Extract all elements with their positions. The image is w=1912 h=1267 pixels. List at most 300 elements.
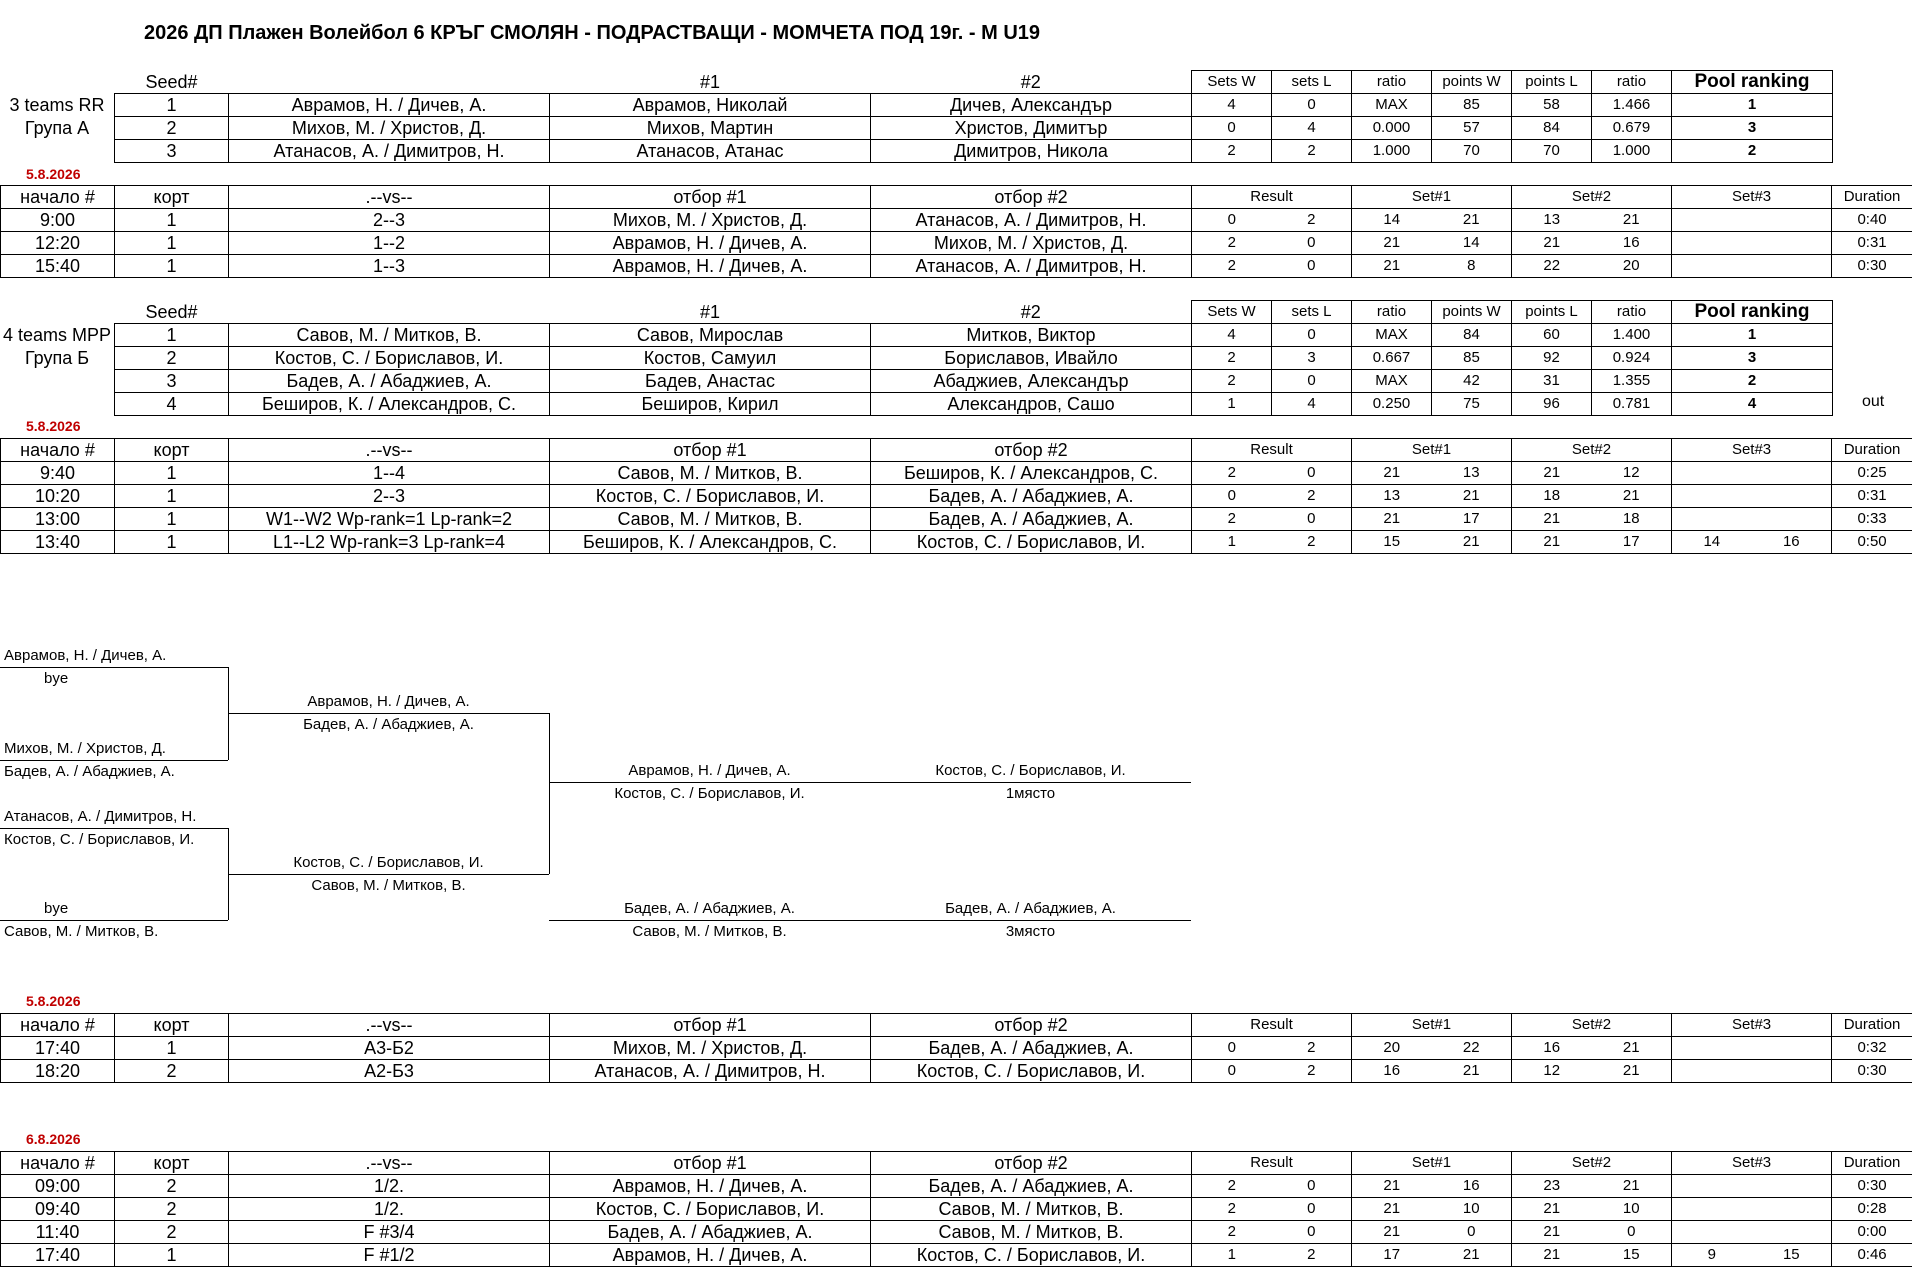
points-won-cell: 85 — [1432, 347, 1512, 370]
pool-team-row — [115, 140, 1833, 163]
pool-team-row — [115, 347, 1833, 370]
rank-cell: 4 — [1672, 393, 1833, 416]
result-team2-cell: 2 — [1272, 209, 1352, 232]
team2-cell: Атанасов, А. / Димитров, Н. — [871, 209, 1192, 232]
sets-lost-cell: 0 — [1272, 324, 1352, 347]
set3-team2-cell — [1752, 1060, 1832, 1083]
set3-team2-cell — [1752, 508, 1832, 531]
team1-cell: Аврамов, Н. / Дичев, А. — [550, 232, 871, 255]
group-a-label — [0, 94, 114, 140]
pool-header-row — [115, 71, 1833, 94]
set2-team1-cell: 21 — [1512, 1198, 1592, 1221]
set3-team1-cell — [1672, 508, 1752, 531]
header-team1: отбор #1 — [550, 186, 871, 209]
player2-cell: Христов, Димитър — [871, 117, 1192, 140]
start-time-cell: 09:40 — [1, 1198, 115, 1221]
seed-cell: 2 — [115, 347, 229, 370]
team1-cell: Бадев, А. / Абаджиев, А. — [550, 1221, 871, 1244]
court-cell: 2 — [115, 1221, 229, 1244]
start-time-cell: 9:40 — [1, 462, 115, 485]
header-seed: Seed# — [115, 71, 229, 94]
rank-cell: 1 — [1672, 94, 1833, 117]
sets-lost-cell: 0 — [1272, 94, 1352, 117]
match-header-row — [1, 186, 1912, 209]
sets-won-cell: 4 — [1192, 94, 1272, 117]
team1-cell: Костов, С. / Бориславов, И. — [550, 485, 871, 508]
team2-cell: Беширов, К. / Александров, С. — [871, 462, 1192, 485]
set2-team1-cell: 21 — [1512, 508, 1592, 531]
header-player2: #2 — [871, 301, 1192, 324]
pairing-cell: 1--2 — [229, 232, 550, 255]
duration-cell: 0:33 — [1832, 508, 1912, 531]
set2-team2-cell: 17 — [1592, 531, 1672, 554]
duration-cell: 0:00 — [1832, 1221, 1912, 1244]
start-time-cell: 9:00 — [1, 209, 115, 232]
rank-cell: 2 — [1672, 140, 1833, 163]
rank-cell: 3 — [1672, 347, 1833, 370]
pairing-cell: 1/2. — [229, 1175, 550, 1198]
header-duration: Duration — [1832, 1014, 1912, 1037]
result-team1-cell: 2 — [1192, 232, 1272, 255]
match-row — [1, 462, 1912, 485]
result-team1-cell: 0 — [1192, 209, 1272, 232]
points-lost-cell: 92 — [1512, 347, 1592, 370]
set3-team1-cell — [1672, 255, 1752, 278]
duration-cell: 0:32 — [1832, 1037, 1912, 1060]
result-team2-cell: 0 — [1272, 462, 1352, 485]
match-row — [1, 232, 1912, 255]
result-team2-cell: 2 — [1272, 531, 1352, 554]
header-player2: #2 — [871, 71, 1192, 94]
finals-match-table — [0, 1151, 1912, 1267]
team1-cell: Михов, М. / Христов, Д. — [550, 209, 871, 232]
sets-lost-cell: 4 — [1272, 117, 1352, 140]
team1-cell: Савов, М. / Митков, В. — [550, 462, 871, 485]
header-sets-won: Sets W — [1192, 71, 1272, 94]
result-team1-cell: 2 — [1192, 1221, 1272, 1244]
header-set3: Set#3 — [1672, 186, 1832, 209]
team2-cell: Михов, М. / Христов, Д. — [871, 232, 1192, 255]
points-ratio-cell: 1.400 — [1592, 324, 1672, 347]
points-ratio-cell: 0.924 — [1592, 347, 1672, 370]
bracket-r1-m3-bottom: Костов, С. / Бориславов, И. — [4, 831, 194, 848]
group-b-format: 4 teams MPP — [0, 324, 114, 347]
points-lost-cell: 60 — [1512, 324, 1592, 347]
points-ratio-cell: 1.355 — [1592, 370, 1672, 393]
match-header-row — [1, 1014, 1912, 1037]
match-row — [1, 1037, 1912, 1060]
rank-cell: 2 — [1672, 370, 1833, 393]
header-duration: Duration — [1832, 186, 1912, 209]
player2-cell: Абаджиев, Александър — [871, 370, 1192, 393]
match-row — [1, 1244, 1912, 1267]
points-lost-cell: 96 — [1512, 393, 1592, 416]
header-duration: Duration — [1832, 439, 1912, 462]
set2-team1-cell: 16 — [1512, 1037, 1592, 1060]
court-cell: 1 — [115, 485, 229, 508]
sets-lost-cell: 3 — [1272, 347, 1352, 370]
group-a-pool-table — [114, 70, 1833, 163]
header-sets-won: Sets W — [1192, 301, 1272, 324]
header-vs: .--vs-- — [229, 1152, 550, 1175]
result-team2-cell: 0 — [1272, 1175, 1352, 1198]
points-ratio-cell: 1.466 — [1592, 94, 1672, 117]
set1-team2-cell: 8 — [1432, 255, 1512, 278]
start-time-cell: 15:40 — [1, 255, 115, 278]
header-set2: Set#2 — [1512, 439, 1672, 462]
match-row — [1, 508, 1912, 531]
bracket-third-bottom: Савов, М. / Митков, В. — [549, 923, 870, 940]
match-row — [1, 1060, 1912, 1083]
bracket-line — [549, 920, 1191, 921]
set1-team2-cell: 21 — [1432, 485, 1512, 508]
header-team1: отбор #1 — [550, 1014, 871, 1037]
result-team2-cell: 2 — [1272, 1060, 1352, 1083]
set1-team1-cell: 21 — [1352, 1221, 1432, 1244]
header-start: начало # — [1, 186, 115, 209]
pairing-cell: А2-Б3 — [229, 1060, 550, 1083]
team-cell: Беширов, К. / Александров, С. — [229, 393, 550, 416]
bracket-r1-m1-bottom: bye — [44, 670, 68, 687]
bracket-r1-m4-bottom: Савов, М. / Митков, В. — [4, 923, 158, 940]
result-team1-cell: 1 — [1192, 1244, 1272, 1267]
header-team2: отбор #2 — [871, 1014, 1192, 1037]
set2-team2-cell: 16 — [1592, 232, 1672, 255]
set3-team2-cell — [1752, 485, 1832, 508]
set1-team2-cell: 21 — [1432, 1244, 1512, 1267]
result-team1-cell: 1 — [1192, 531, 1272, 554]
points-ratio-cell: 0.781 — [1592, 393, 1672, 416]
set3-team1-cell: 14 — [1672, 531, 1752, 554]
sets-won-cell: 4 — [1192, 324, 1272, 347]
player1-cell: Атанасов, Атанас — [550, 140, 871, 163]
start-time-cell: 13:40 — [1, 531, 115, 554]
match-row — [1, 209, 1912, 232]
rank-cell: 1 — [1672, 324, 1833, 347]
set1-team2-cell: 16 — [1432, 1175, 1512, 1198]
group-b-label — [0, 324, 114, 370]
set1-team2-cell: 17 — [1432, 508, 1512, 531]
sets-won-cell: 2 — [1192, 140, 1272, 163]
group-b-name: Група Б — [0, 347, 114, 370]
result-team1-cell: 2 — [1192, 1175, 1272, 1198]
duration-cell: 0:40 — [1832, 209, 1912, 232]
header-duration: Duration — [1832, 1152, 1912, 1175]
group-a-format: 3 teams RR — [0, 94, 114, 117]
team1-cell: Атанасов, А. / Димитров, Н. — [550, 1060, 871, 1083]
set1-team2-cell: 10 — [1432, 1198, 1512, 1221]
team2-cell: Костов, С. / Бориславов, И. — [871, 1060, 1192, 1083]
points-won-cell: 70 — [1432, 140, 1512, 163]
set3-team2-cell — [1752, 1175, 1832, 1198]
ratio-cell: MAX — [1352, 370, 1432, 393]
bracket-line — [549, 782, 1191, 783]
team1-cell: Аврамов, Н. / Дичев, А. — [550, 255, 871, 278]
set2-team1-cell: 21 — [1512, 1221, 1592, 1244]
header-result: Result — [1192, 1152, 1352, 1175]
header-vs: .--vs-- — [229, 439, 550, 462]
points-lost-cell: 70 — [1512, 140, 1592, 163]
group-b-match-table — [0, 438, 1912, 554]
match-row — [1, 255, 1912, 278]
set1-team2-cell: 14 — [1432, 232, 1512, 255]
seed-cell: 3 — [115, 370, 229, 393]
team1-cell: Аврамов, Н. / Дичев, А. — [550, 1175, 871, 1198]
start-time-cell: 17:40 — [1, 1037, 115, 1060]
duration-cell: 0:30 — [1832, 1060, 1912, 1083]
player2-cell: Дичев, Александър — [871, 94, 1192, 117]
set3-team1-cell — [1672, 209, 1752, 232]
start-time-cell: 18:20 — [1, 1060, 115, 1083]
sets-won-cell: 2 — [1192, 347, 1272, 370]
set1-team2-cell: 21 — [1432, 209, 1512, 232]
header-result: Result — [1192, 1014, 1352, 1037]
bracket-r2-m2-bottom: Савов, М. / Митков, В. — [228, 877, 549, 894]
result-team2-cell: 2 — [1272, 485, 1352, 508]
match-row — [1, 1198, 1912, 1221]
set3-team1-cell: 9 — [1672, 1244, 1752, 1267]
set3-team2-cell: 15 — [1752, 1244, 1832, 1267]
header-points-won: points W — [1432, 301, 1512, 324]
seed-cell: 4 — [115, 393, 229, 416]
ratio-cell: MAX — [1352, 324, 1432, 347]
header-pool-ranking: Pool ranking — [1672, 71, 1833, 94]
header-pool-ranking: Pool ranking — [1672, 301, 1833, 324]
bracket-r1-m1-top: Аврамов, Н. / Дичев, А. — [4, 647, 166, 664]
points-won-cell: 42 — [1432, 370, 1512, 393]
result-team1-cell: 0 — [1192, 1037, 1272, 1060]
header-start: начало # — [1, 439, 115, 462]
bracket-first-place-label: 1място — [870, 785, 1191, 802]
player2-cell: Бориславов, Ивайло — [871, 347, 1192, 370]
header-court: корт — [115, 1152, 229, 1175]
sets-won-cell: 2 — [1192, 370, 1272, 393]
header-result: Result — [1192, 186, 1352, 209]
player2-cell: Димитров, Никола — [871, 140, 1192, 163]
bracket-line — [0, 760, 228, 761]
header-court: корт — [115, 439, 229, 462]
header-player1: #1 — [550, 71, 871, 94]
team-cell: Михов, М. / Христов, Д. — [229, 117, 550, 140]
result-team1-cell: 0 — [1192, 1060, 1272, 1083]
match-header-row — [1, 439, 1912, 462]
court-cell: 1 — [115, 1244, 229, 1267]
match-row — [1, 485, 1912, 508]
set2-team2-cell: 18 — [1592, 508, 1672, 531]
ratio-cell: 1.000 — [1352, 140, 1432, 163]
header-points-won: points W — [1432, 71, 1512, 94]
group-b-date: 5.8.2026 — [26, 418, 81, 434]
pool-team-row — [115, 370, 1833, 393]
header-result: Result — [1192, 439, 1352, 462]
set2-team2-cell: 21 — [1592, 1060, 1672, 1083]
group-a-match-table — [0, 185, 1912, 278]
result-team2-cell: 0 — [1272, 508, 1352, 531]
cross-date: 5.8.2026 — [26, 993, 81, 1009]
court-cell: 1 — [115, 508, 229, 531]
set3-team2-cell — [1752, 255, 1832, 278]
court-cell: 2 — [115, 1198, 229, 1221]
set2-team1-cell: 21 — [1512, 232, 1592, 255]
header-set1: Set#1 — [1352, 1014, 1512, 1037]
match-header-row — [1, 1152, 1912, 1175]
set2-team1-cell: 21 — [1512, 462, 1592, 485]
team2-cell: Атанасов, А. / Димитров, Н. — [871, 255, 1192, 278]
set2-team2-cell: 21 — [1592, 209, 1672, 232]
set2-team2-cell: 0 — [1592, 1221, 1672, 1244]
set3-team2-cell — [1752, 1198, 1832, 1221]
set3-team1-cell — [1672, 1198, 1752, 1221]
header-court: корт — [115, 186, 229, 209]
set1-team1-cell: 14 — [1352, 209, 1432, 232]
points-won-cell: 85 — [1432, 94, 1512, 117]
pairing-cell: 1/2. — [229, 1198, 550, 1221]
start-time-cell: 13:00 — [1, 508, 115, 531]
duration-cell: 0:30 — [1832, 255, 1912, 278]
bracket-line — [228, 713, 549, 714]
duration-cell: 0:28 — [1832, 1198, 1912, 1221]
header-vs: .--vs-- — [229, 186, 550, 209]
pairing-cell: А3-Б2 — [229, 1037, 550, 1060]
team-cell: Атанасов, А. / Димитров, Н. — [229, 140, 550, 163]
set1-team1-cell: 13 — [1352, 485, 1432, 508]
set3-team1-cell — [1672, 1037, 1752, 1060]
header-set1: Set#1 — [1352, 1152, 1512, 1175]
header-set2: Set#2 — [1512, 1152, 1672, 1175]
bracket-line — [0, 667, 228, 668]
header-team1: отбор #1 — [550, 439, 871, 462]
pool-team-row — [115, 94, 1833, 117]
set3-team1-cell — [1672, 232, 1752, 255]
team2-cell: Бадев, А. / Абаджиев, А. — [871, 485, 1192, 508]
team2-cell: Бадев, А. / Абаджиев, А. — [871, 1037, 1192, 1060]
set3-team1-cell — [1672, 485, 1752, 508]
bracket-final-top: Аврамов, Н. / Дичев, А. — [549, 762, 870, 779]
start-time-cell: 10:20 — [1, 485, 115, 508]
set3-team1-cell — [1672, 1060, 1752, 1083]
header-ratio: ratio — [1352, 301, 1432, 324]
header-set3: Set#3 — [1672, 1014, 1832, 1037]
header-start: начало # — [1, 1014, 115, 1037]
header-set1: Set#1 — [1352, 439, 1512, 462]
player2-cell: Александров, Сашо — [871, 393, 1192, 416]
group-a-date: 5.8.2026 — [26, 166, 81, 182]
header-team2: отбор #2 — [871, 186, 1192, 209]
result-team1-cell: 2 — [1192, 462, 1272, 485]
duration-cell: 0:31 — [1832, 485, 1912, 508]
bracket-r2-m1-top: Аврамов, Н. / Дичев, А. — [228, 693, 549, 710]
seed-cell: 1 — [115, 324, 229, 347]
team-cell: Костов, С. / Бориславов, И. — [229, 347, 550, 370]
header-team2: отбор #2 — [871, 1152, 1192, 1175]
header-vs: .--vs-- — [229, 1014, 550, 1037]
bracket-third-place-label: 3място — [870, 923, 1191, 940]
set1-team2-cell: 21 — [1432, 1060, 1512, 1083]
result-team2-cell: 0 — [1272, 255, 1352, 278]
player1-cell: Аврамов, Николай — [550, 94, 871, 117]
sets-lost-cell: 4 — [1272, 393, 1352, 416]
header-seed: Seed# — [115, 301, 229, 324]
header-set3: Set#3 — [1672, 1152, 1832, 1175]
header-team — [229, 301, 550, 324]
header-set2: Set#2 — [1512, 1014, 1672, 1037]
finals-date: 6.8.2026 — [26, 1131, 81, 1147]
set2-team2-cell: 21 — [1592, 1175, 1672, 1198]
header-start: начало # — [1, 1152, 115, 1175]
set1-team1-cell: 21 — [1352, 508, 1432, 531]
duration-cell: 0:31 — [1832, 232, 1912, 255]
pairing-cell: 1--4 — [229, 462, 550, 485]
points-ratio-cell: 0.679 — [1592, 117, 1672, 140]
set1-team1-cell: 21 — [1352, 1198, 1432, 1221]
set1-team1-cell: 21 — [1352, 1175, 1432, 1198]
duration-cell: 0:25 — [1832, 462, 1912, 485]
set2-team1-cell: 22 — [1512, 255, 1592, 278]
player2-cell: Митков, Виктор — [871, 324, 1192, 347]
result-team2-cell: 0 — [1272, 1198, 1352, 1221]
team1-cell: Беширов, К. / Александров, С. — [550, 531, 871, 554]
court-cell: 1 — [115, 531, 229, 554]
set3-team2-cell — [1752, 209, 1832, 232]
seed-cell: 1 — [115, 94, 229, 117]
set3-team1-cell — [1672, 462, 1752, 485]
set2-team2-cell: 10 — [1592, 1198, 1672, 1221]
duration-cell: 0:46 — [1832, 1244, 1912, 1267]
set3-team2-cell: 16 — [1752, 531, 1832, 554]
pool-team-row — [115, 393, 1833, 416]
start-time-cell: 17:40 — [1, 1244, 115, 1267]
start-time-cell: 12:20 — [1, 232, 115, 255]
bracket-r1-m2-top: Михов, М. / Христов, Д. — [4, 740, 166, 757]
set1-team1-cell: 16 — [1352, 1060, 1432, 1083]
bracket-r2-m1-bottom: Бадев, А. / Абаджиев, А. — [228, 716, 549, 733]
ratio-cell: 0.250 — [1352, 393, 1432, 416]
header-set2: Set#2 — [1512, 186, 1672, 209]
cross-match-table — [0, 1013, 1912, 1083]
court-cell: 1 — [115, 232, 229, 255]
court-cell: 1 — [115, 462, 229, 485]
header-ratio: ratio — [1352, 71, 1432, 94]
header-player1: #1 — [550, 301, 871, 324]
group-b-pool-table — [114, 300, 1833, 416]
header-court: корт — [115, 1014, 229, 1037]
set1-team2-cell: 22 — [1432, 1037, 1512, 1060]
set3-team1-cell — [1672, 1221, 1752, 1244]
pairing-cell: 2--3 — [229, 209, 550, 232]
seed-cell: 3 — [115, 140, 229, 163]
ratio-cell: MAX — [1352, 94, 1432, 117]
pool-team-row — [115, 117, 1833, 140]
group-a-name: Група А — [0, 117, 114, 140]
pairing-cell: 1--3 — [229, 255, 550, 278]
set1-team1-cell: 17 — [1352, 1244, 1432, 1267]
set1-team1-cell: 15 — [1352, 531, 1432, 554]
result-team1-cell: 2 — [1192, 255, 1272, 278]
header-sets-lost: sets L — [1272, 71, 1352, 94]
points-won-cell: 84 — [1432, 324, 1512, 347]
pairing-cell: L1--L2 Wp-rank=3 Lp-rank=4 — [229, 531, 550, 554]
team2-cell: Костов, С. / Бориславов, И. — [871, 531, 1192, 554]
set1-team1-cell: 20 — [1352, 1037, 1432, 1060]
set2-team2-cell: 21 — [1592, 485, 1672, 508]
pairing-cell: F #3/4 — [229, 1221, 550, 1244]
ratio-cell: 0.000 — [1352, 117, 1432, 140]
result-team2-cell: 0 — [1272, 1221, 1352, 1244]
page-title: 2026 ДП Плажен Волейбол 6 КРЪГ СМОЛЯН - ПОДРАСТВАЩИ - МОМЧЕТА ПОД 19г. - М U19 — [144, 22, 1040, 45]
set1-team2-cell: 0 — [1432, 1221, 1512, 1244]
set3-team2-cell — [1752, 462, 1832, 485]
bracket-r1-m3-top: Атанасов, А. / Димитров, Н. — [4, 808, 196, 825]
